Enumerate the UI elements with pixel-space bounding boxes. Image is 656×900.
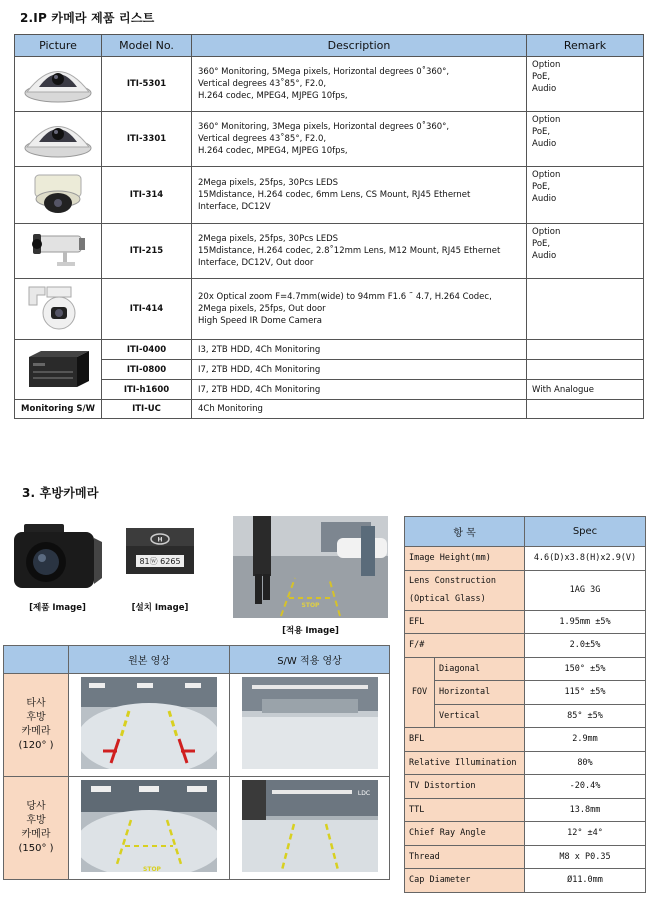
spec-sublabel: Horizontal xyxy=(435,681,525,705)
table-row xyxy=(405,822,646,846)
model-no: ITI-0800 xyxy=(102,360,192,380)
model-no: ITI-h1600 xyxy=(102,380,192,400)
spec-value: 2.9mm xyxy=(525,728,646,752)
spec-label: F/# xyxy=(405,634,525,658)
remark xyxy=(527,400,644,419)
model-no: ITI-5301 xyxy=(102,57,192,112)
camera-comparison-table xyxy=(3,645,390,880)
header-sw-applied-image: S/W 적용 영상 xyxy=(230,646,390,674)
caption-applied-image: [적용 Image] xyxy=(282,626,339,636)
spec-value: Ø11.0mm xyxy=(525,869,646,893)
spec-value: 12° ±4° xyxy=(525,822,646,846)
description: 360° Monitoring, 5Mega pixels, Horizontal degrees 0˚360°, Vertical degrees 43˚85°, F2.0, H.264 codec, MPEG4, MJPEG 10fps, xyxy=(192,57,527,112)
spec-value: 2.0±5% xyxy=(525,634,646,658)
bullet-camera-image xyxy=(15,224,102,279)
header-description: Description xyxy=(192,35,527,57)
remark: Option PoE, Audio xyxy=(527,57,644,112)
table-row xyxy=(15,57,644,112)
applied-stop-label: STOP xyxy=(301,602,320,609)
spec-value: 115° ±5% xyxy=(525,681,646,705)
spec-label-fov: FOV xyxy=(405,657,435,728)
lens-spec-table xyxy=(404,516,646,893)
model-no: ITI-215 xyxy=(102,224,192,279)
spec-sublabel: Vertical xyxy=(435,704,525,728)
header-picture: Picture xyxy=(15,35,102,57)
spec-value: 85° ±5% xyxy=(525,704,646,728)
spec-label: Thread xyxy=(405,845,525,869)
remark: Option PoE, Audio xyxy=(527,167,644,224)
spec-value: 13.8mm xyxy=(525,798,646,822)
spec-label: Relative Illumination xyxy=(405,751,525,775)
spec-sublabel: Diagonal xyxy=(435,657,525,681)
spec-value: 4.6(D)x3.8(H)x2.9(V) xyxy=(525,547,646,571)
spec-value: 1AG 3G xyxy=(525,570,646,610)
table-row xyxy=(405,775,646,799)
spec-value: 80% xyxy=(525,751,646,775)
model-no: ITI-0400 xyxy=(102,340,192,360)
description: 2Mega pixels, 25fps, 30Pcs LEDS 15Mdistance, H.264 codec, 6mm Lens, CS Mount, RJ45 Ethernet Interface, DC12V xyxy=(192,167,527,224)
table-row xyxy=(405,681,646,705)
our-sw-ldc-label: LDC xyxy=(357,790,371,797)
vandal-dome-camera-image xyxy=(15,167,102,224)
spec-value: 1.95mm ±5% xyxy=(525,610,646,634)
spec-value: 150° ±5% xyxy=(525,657,646,681)
software-label: Monitoring S/W xyxy=(15,400,102,419)
spec-label: Image Height(mm) xyxy=(405,547,525,571)
section-3-title: 3. 후방카메라 xyxy=(22,486,99,500)
license-plate-text: 81ⓦ 6265 xyxy=(139,557,181,566)
competitor-original-image xyxy=(69,674,230,777)
rear-camera-product-image xyxy=(10,520,105,595)
remark: Option PoE, Audio xyxy=(527,224,644,279)
row-label-competitor: 타사 후방 카메라 (120° ) xyxy=(4,674,69,777)
table-row xyxy=(405,798,646,822)
our-original-image xyxy=(69,777,230,880)
table-row xyxy=(405,845,646,869)
caption-product-image: [제품 Image] xyxy=(29,603,86,613)
table-row xyxy=(405,657,646,681)
table-row xyxy=(4,674,390,777)
spec-label: TV Distortion xyxy=(405,775,525,799)
spec-header-item: 항 목 xyxy=(405,517,525,547)
header-blank xyxy=(4,646,69,674)
competitor-sw-applied-image xyxy=(230,674,390,777)
spec-header-spec: Spec xyxy=(525,517,646,547)
nvr-server-image xyxy=(15,340,102,400)
dome-camera-image xyxy=(15,112,102,167)
description: I7, 2TB HDD, 4Ch Monitoring xyxy=(192,360,527,380)
section-2-title: 2.IP 카메라 제품 리스트 xyxy=(20,11,155,25)
table-row xyxy=(405,570,646,610)
model-no: ITI-314 xyxy=(102,167,192,224)
spec-label: Chief Ray Angle xyxy=(405,822,525,846)
svg-text:H: H xyxy=(157,536,163,544)
spec-label: BFL xyxy=(405,728,525,752)
spec-label: Lens Construction (Optical Glass) xyxy=(405,570,525,610)
table-row xyxy=(405,704,646,728)
table-row xyxy=(405,634,646,658)
remark xyxy=(527,279,644,340)
table-row xyxy=(405,547,646,571)
table-row xyxy=(15,340,644,360)
description: I3, 2TB HDD, 4Ch Monitoring xyxy=(192,340,527,360)
header-original-image: 원본 영상 xyxy=(69,646,230,674)
spec-value: M8 x P0.35 xyxy=(525,845,646,869)
table-row xyxy=(405,728,646,752)
table-row xyxy=(15,279,644,340)
model-no: ITI-3301 xyxy=(102,112,192,167)
description: 360° Monitoring, 3Mega pixels, Horizontal degrees 0˚360°, Vertical degrees 43˚85°, F2.0, H.264 codec, MPEG4, MJPEG 10fps, xyxy=(192,112,527,167)
remark: With Analogue xyxy=(527,380,644,400)
remark xyxy=(527,360,644,380)
table-row xyxy=(15,400,644,419)
description: I7, 2TB HDD, 4Ch Monitoring xyxy=(192,380,527,400)
spec-label: Cap Diameter xyxy=(405,869,525,893)
table-row xyxy=(405,751,646,775)
table-row xyxy=(15,380,644,400)
caption-install-image: [설치 Image] xyxy=(131,603,189,613)
description: 2Mega pixels, 25fps, 30Pcs LEDS 15Mdistance, H.264 codec, 2.8˚12mm Lens, M12 Mount, RJ45 Ethernet Interface, DC12V, Out door xyxy=(192,224,527,279)
remark xyxy=(527,340,644,360)
our-original-stop-label: STOP xyxy=(143,866,161,873)
header-model: Model No. xyxy=(102,35,192,57)
table-row xyxy=(15,112,644,167)
description: 20x Optical zoom F=4.7mm(wide) to 94mm F1.6 ˜ 4.7, H.264 Codec, 2Mega pixels, 25fps, Out door High Speed IR Dome Camera xyxy=(192,279,527,340)
spec-label: EFL xyxy=(405,610,525,634)
table-row xyxy=(4,777,390,880)
table-row xyxy=(15,360,644,380)
table-row xyxy=(15,167,644,224)
spec-value: -20.4% xyxy=(525,775,646,799)
header-remark: Remark xyxy=(527,35,644,57)
ip-camera-product-table xyxy=(14,34,644,419)
speed-dome-camera-image xyxy=(15,279,102,340)
remark: Option PoE, Audio xyxy=(527,112,644,167)
row-label-our-company: 당사 후방 카메라 (150° ) xyxy=(4,777,69,880)
table-row xyxy=(405,869,646,893)
table-row xyxy=(15,224,644,279)
spec-label: TTL xyxy=(405,798,525,822)
model-no: ITI-414 xyxy=(102,279,192,340)
dome-camera-image xyxy=(15,57,102,112)
description: 4Ch Monitoring xyxy=(192,400,527,419)
table-row xyxy=(405,610,646,634)
model-no: ITI-UC xyxy=(102,400,192,419)
